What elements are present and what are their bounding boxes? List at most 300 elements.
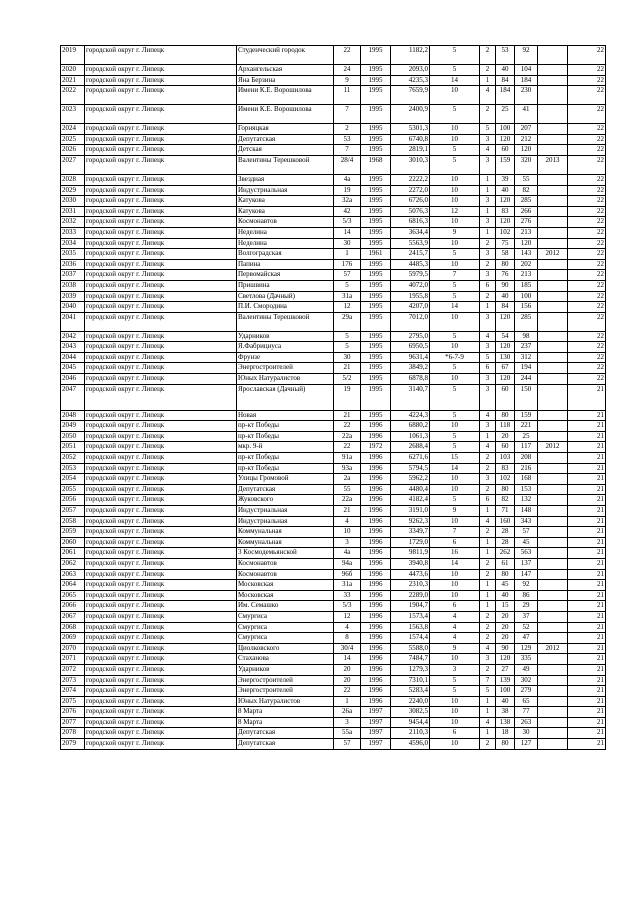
cell-apartments: 120 bbox=[496, 196, 515, 207]
cell-floors: 5 bbox=[430, 65, 480, 76]
cell-renovation-year bbox=[538, 86, 568, 105]
cell-row-number: 2048 bbox=[61, 410, 85, 421]
cell-floors: 10 bbox=[430, 185, 480, 196]
cell-residents: 143 bbox=[515, 249, 538, 260]
cell-priority: 22 bbox=[568, 217, 606, 228]
cell-street: Улицы Громовой bbox=[237, 474, 334, 485]
cell-floors: 10 bbox=[430, 86, 480, 105]
cell-year-built: 1997 bbox=[361, 707, 391, 718]
cell-renovation-year bbox=[538, 342, 568, 353]
cell-street: мкр. 9-й bbox=[237, 442, 334, 453]
cell-street: Архангельская bbox=[237, 65, 334, 76]
cell-row-number: 2054 bbox=[61, 474, 85, 485]
cell-house-number: 5/2 bbox=[334, 374, 361, 385]
cell-priority: 22 bbox=[568, 206, 606, 217]
cell-apartments: 83 bbox=[496, 463, 515, 474]
cell-street: 8 Марта bbox=[237, 707, 334, 718]
cell-row-number: 2077 bbox=[61, 717, 85, 728]
cell-row-number: 2036 bbox=[61, 259, 85, 270]
cell-year-built: 1996 bbox=[361, 506, 391, 517]
cell-priority: 22 bbox=[568, 227, 606, 238]
cell-row-number: 2056 bbox=[61, 495, 85, 506]
cell-street: Энергостроителей bbox=[237, 686, 334, 697]
cell-street: Индустриальная bbox=[237, 516, 334, 527]
cell-area: 6878,8 bbox=[391, 374, 430, 385]
cell-entrances: 3 bbox=[480, 270, 496, 281]
cell-apartments: 100 bbox=[496, 686, 515, 697]
table-row bbox=[61, 280, 606, 291]
cell-area: 2240,0 bbox=[391, 696, 430, 707]
cell-renovation-year bbox=[538, 622, 568, 633]
cell-floors: 9 bbox=[430, 643, 480, 654]
cell-house-number: 21 bbox=[334, 363, 361, 374]
cell-year-built: 1996 bbox=[361, 580, 391, 591]
cell-entrances: 4 bbox=[480, 410, 496, 421]
cell-floors: 5 bbox=[430, 46, 480, 65]
table-row bbox=[61, 196, 606, 207]
table-row bbox=[61, 484, 606, 495]
table-row bbox=[61, 453, 606, 464]
table-row bbox=[61, 352, 606, 363]
cell-renovation-year bbox=[538, 363, 568, 374]
cell-entrances: 1 bbox=[480, 590, 496, 601]
cell-row-number: 2064 bbox=[61, 580, 85, 591]
cell-area: 4235,3 bbox=[391, 75, 430, 86]
cell-row-number: 2075 bbox=[61, 696, 85, 707]
cell-house-number: 19 bbox=[334, 185, 361, 196]
cell-house-number: 4 bbox=[334, 516, 361, 527]
cell-priority: 21 bbox=[568, 506, 606, 517]
cell-municipality: городской округ г. Липецк bbox=[85, 312, 237, 331]
cell-year-built: 1995 bbox=[361, 410, 391, 421]
cell-municipality: городской округ г. Липецк bbox=[85, 463, 237, 474]
cell-row-number: 2037 bbox=[61, 270, 85, 281]
cell-municipality: городской округ г. Липецк bbox=[85, 453, 237, 464]
cell-apartments: 75 bbox=[496, 238, 515, 249]
cell-area: 7310,1 bbox=[391, 675, 430, 686]
cell-street: Смургиса bbox=[237, 622, 334, 633]
table-row bbox=[61, 580, 606, 591]
cell-street: Имени К.Е. Ворошилова bbox=[237, 86, 334, 105]
cell-municipality: городской округ г. Липецк bbox=[85, 739, 237, 750]
cell-year-built: 1995 bbox=[361, 312, 391, 331]
cell-municipality: городской округ г. Липецк bbox=[85, 611, 237, 622]
cell-renovation-year bbox=[538, 484, 568, 495]
cell-row-number: 2039 bbox=[61, 291, 85, 302]
cell-priority: 22 bbox=[568, 46, 606, 65]
cell-year-built: 1996 bbox=[361, 431, 391, 442]
cell-year-built: 1995 bbox=[361, 259, 391, 270]
cell-renovation-year bbox=[538, 537, 568, 548]
cell-residents: 148 bbox=[515, 506, 538, 517]
cell-row-number: 2026 bbox=[61, 145, 85, 156]
cell-apartments: 90 bbox=[496, 643, 515, 654]
table-row bbox=[61, 558, 606, 569]
cell-apartments: 25 bbox=[496, 105, 515, 124]
cell-priority: 21 bbox=[568, 633, 606, 644]
cell-apartments: 53 bbox=[496, 46, 515, 65]
cell-renovation-year bbox=[538, 548, 568, 559]
cell-row-number: 2043 bbox=[61, 342, 85, 353]
table-row bbox=[61, 342, 606, 353]
cell-residents: 120 bbox=[515, 145, 538, 156]
table-row bbox=[61, 739, 606, 750]
cell-renovation-year bbox=[538, 174, 568, 185]
cell-year-built: 1995 bbox=[361, 174, 391, 185]
cell-municipality: городской округ г. Липецк bbox=[85, 728, 237, 739]
cell-municipality: городской округ г. Липецк bbox=[85, 601, 237, 612]
cell-street: Неделина bbox=[237, 227, 334, 238]
cell-entrances: 3 bbox=[480, 312, 496, 331]
table-row bbox=[61, 421, 606, 432]
cell-row-number: 2029 bbox=[61, 185, 85, 196]
table-row bbox=[61, 548, 606, 559]
cell-renovation-year bbox=[538, 601, 568, 612]
cell-entrances: 2 bbox=[480, 105, 496, 124]
cell-priority: 21 bbox=[568, 384, 606, 410]
cell-entrances: 3 bbox=[480, 249, 496, 260]
cell-house-number: 4а bbox=[334, 548, 361, 559]
cell-municipality: городской округ г. Липецк bbox=[85, 185, 237, 196]
cell-municipality: городской округ г. Липецк bbox=[85, 707, 237, 718]
cell-renovation-year bbox=[538, 611, 568, 622]
cell-apartments: 262 bbox=[496, 548, 515, 559]
cell-house-number: 4а bbox=[334, 174, 361, 185]
cell-row-number: 2049 bbox=[61, 421, 85, 432]
cell-renovation-year bbox=[538, 580, 568, 591]
cell-year-built: 1996 bbox=[361, 453, 391, 464]
cell-house-number: 7 bbox=[334, 145, 361, 156]
cell-row-number: 2071 bbox=[61, 654, 85, 665]
cell-renovation-year bbox=[538, 124, 568, 135]
cell-entrances: 1 bbox=[480, 707, 496, 718]
cell-renovation-year bbox=[538, 717, 568, 728]
table-row bbox=[61, 86, 606, 105]
cell-area: 2819,1 bbox=[391, 145, 430, 156]
cell-residents: 207 bbox=[515, 124, 538, 135]
cell-residents: 335 bbox=[515, 654, 538, 665]
cell-renovation-year bbox=[538, 145, 568, 156]
cell-street: Индустриальная bbox=[237, 506, 334, 517]
cell-street: Яна Берзина bbox=[237, 75, 334, 86]
cell-municipality: городской округ г. Липецк bbox=[85, 675, 237, 686]
cell-municipality: городской округ г. Липецк bbox=[85, 124, 237, 135]
cell-priority: 21 bbox=[568, 696, 606, 707]
cell-floors: 10 bbox=[430, 569, 480, 580]
cell-street: Светлова (Дачный) bbox=[237, 291, 334, 302]
cell-residents: 320 bbox=[515, 155, 538, 174]
cell-floors: 7 bbox=[430, 527, 480, 538]
cell-floors: 5 bbox=[430, 442, 480, 453]
cell-row-number: 2024 bbox=[61, 124, 85, 135]
cell-renovation-year bbox=[538, 185, 568, 196]
cell-municipality: городской округ г. Липецк bbox=[85, 442, 237, 453]
cell-year-built: 1996 bbox=[361, 675, 391, 686]
cell-street: Космонавтов bbox=[237, 558, 334, 569]
cell-residents: 302 bbox=[515, 675, 538, 686]
cell-renovation-year bbox=[538, 453, 568, 464]
cell-row-number: 2068 bbox=[61, 622, 85, 633]
cell-house-number: 33 bbox=[334, 590, 361, 601]
cell-row-number: 2057 bbox=[61, 506, 85, 517]
cell-row-number: 2028 bbox=[61, 174, 85, 185]
cell-year-built: 1996 bbox=[361, 474, 391, 485]
cell-floors: 10 bbox=[430, 590, 480, 601]
cell-year-built: 1996 bbox=[361, 633, 391, 644]
table-row bbox=[61, 217, 606, 228]
cell-floors: 10 bbox=[430, 374, 480, 385]
cell-municipality: городской округ г. Липецк bbox=[85, 537, 237, 548]
cell-area: 1904,7 bbox=[391, 601, 430, 612]
cell-renovation-year bbox=[538, 259, 568, 270]
cell-row-number: 2069 bbox=[61, 633, 85, 644]
cell-street: Юных Натуралистов bbox=[237, 374, 334, 385]
cell-apartments: 60 bbox=[496, 384, 515, 410]
cell-municipality: городской округ г. Липецк bbox=[85, 484, 237, 495]
cell-renovation-year bbox=[538, 302, 568, 313]
housing-registry-table bbox=[60, 45, 606, 750]
cell-year-built: 1968 bbox=[361, 155, 391, 174]
cell-entrances: 6 bbox=[480, 495, 496, 506]
cell-floors: 10 bbox=[430, 580, 480, 591]
cell-house-number: 96б bbox=[334, 569, 361, 580]
table-row bbox=[61, 622, 606, 633]
cell-apartments: 61 bbox=[496, 558, 515, 569]
cell-entrances: 1 bbox=[480, 206, 496, 217]
cell-residents: 153 bbox=[515, 484, 538, 495]
table-row bbox=[61, 65, 606, 76]
cell-house-number: 30 bbox=[334, 238, 361, 249]
cell-street: Им. Семашко bbox=[237, 601, 334, 612]
table-row bbox=[61, 134, 606, 145]
cell-floors: 5 bbox=[430, 145, 480, 156]
cell-year-built: 1996 bbox=[361, 664, 391, 675]
cell-street: Валентины Терешковой bbox=[237, 155, 334, 174]
cell-street: Фрунзе bbox=[237, 352, 334, 363]
cell-priority: 21 bbox=[568, 431, 606, 442]
cell-priority: 22 bbox=[568, 185, 606, 196]
cell-entrances: 1 bbox=[480, 431, 496, 442]
cell-priority: 21 bbox=[568, 410, 606, 421]
cell-residents: 221 bbox=[515, 421, 538, 432]
table-row bbox=[61, 124, 606, 135]
cell-house-number: 19 bbox=[334, 384, 361, 410]
cell-priority: 22 bbox=[568, 174, 606, 185]
cell-row-number: 2041 bbox=[61, 312, 85, 331]
cell-street: Депутатская bbox=[237, 728, 334, 739]
cell-priority: 21 bbox=[568, 664, 606, 675]
table-row bbox=[61, 686, 606, 697]
cell-renovation-year bbox=[538, 558, 568, 569]
cell-municipality: городской округ г. Липецк bbox=[85, 227, 237, 238]
cell-renovation-year bbox=[538, 134, 568, 145]
cell-renovation-year bbox=[538, 431, 568, 442]
cell-area: 9811,9 bbox=[391, 548, 430, 559]
cell-house-number: 57 bbox=[334, 739, 361, 750]
cell-street: пр-кт Победы bbox=[237, 431, 334, 442]
cell-floors: 10 bbox=[430, 312, 480, 331]
table-row bbox=[61, 227, 606, 238]
table-row bbox=[61, 643, 606, 654]
cell-municipality: городской округ г. Липецк bbox=[85, 249, 237, 260]
cell-renovation-year bbox=[538, 506, 568, 517]
table-row bbox=[61, 384, 606, 410]
table-row bbox=[61, 664, 606, 675]
cell-house-number: 55 bbox=[334, 484, 361, 495]
cell-priority: 22 bbox=[568, 352, 606, 363]
cell-area: 5301,3 bbox=[391, 124, 430, 135]
cell-year-built: 1995 bbox=[361, 384, 391, 410]
cell-street: 3 Космодемьянской bbox=[237, 548, 334, 559]
cell-municipality: городской округ г. Липецк bbox=[85, 65, 237, 76]
cell-year-built: 1996 bbox=[361, 421, 391, 432]
cell-area: 9631,4 bbox=[391, 352, 430, 363]
cell-floors: 5 bbox=[430, 495, 480, 506]
cell-residents: 285 bbox=[515, 196, 538, 207]
cell-floors: 10 bbox=[430, 717, 480, 728]
table-row bbox=[61, 312, 606, 331]
cell-area: 3191,0 bbox=[391, 506, 430, 517]
cell-entrances: 1 bbox=[480, 302, 496, 313]
cell-apartments: 84 bbox=[496, 302, 515, 313]
cell-house-number: 55а bbox=[334, 728, 361, 739]
table-row bbox=[61, 46, 606, 65]
cell-renovation-year bbox=[538, 590, 568, 601]
table-row bbox=[61, 717, 606, 728]
cell-municipality: городской округ г. Липецк bbox=[85, 664, 237, 675]
cell-house-number: 24 bbox=[334, 65, 361, 76]
cell-renovation-year bbox=[538, 633, 568, 644]
cell-residents: 65 bbox=[515, 696, 538, 707]
cell-street: Стаханова bbox=[237, 654, 334, 665]
cell-year-built: 1996 bbox=[361, 463, 391, 474]
cell-entrances: 4 bbox=[480, 86, 496, 105]
cell-floors: 5 bbox=[430, 363, 480, 374]
cell-residents: 132 bbox=[515, 495, 538, 506]
cell-row-number: 2065 bbox=[61, 590, 85, 601]
cell-priority: 21 bbox=[568, 548, 606, 559]
cell-house-number: 176 bbox=[334, 259, 361, 270]
cell-apartments: 28 bbox=[496, 527, 515, 538]
cell-entrances: 3 bbox=[480, 384, 496, 410]
cell-area: 1182,2 bbox=[391, 46, 430, 65]
cell-house-number: 30/4 bbox=[334, 643, 361, 654]
cell-priority: 21 bbox=[568, 686, 606, 697]
cell-floors: 5 bbox=[430, 384, 480, 410]
cell-municipality: городской округ г. Липецк bbox=[85, 516, 237, 527]
cell-row-number: 2052 bbox=[61, 453, 85, 464]
cell-priority: 22 bbox=[568, 342, 606, 353]
cell-apartments: 120 bbox=[496, 342, 515, 353]
cell-street: Новая bbox=[237, 410, 334, 421]
cell-house-number: 7 bbox=[334, 105, 361, 124]
cell-apartments: 40 bbox=[496, 291, 515, 302]
table-row bbox=[61, 601, 606, 612]
cell-residents: 129 bbox=[515, 643, 538, 654]
cell-year-built: 1996 bbox=[361, 622, 391, 633]
cell-entrances: 2 bbox=[480, 46, 496, 65]
cell-renovation-year bbox=[538, 421, 568, 432]
cell-residents: 55 bbox=[515, 174, 538, 185]
cell-house-number: 1 bbox=[334, 249, 361, 260]
cell-year-built: 1995 bbox=[361, 374, 391, 385]
cell-renovation-year bbox=[538, 227, 568, 238]
cell-entrances: 1 bbox=[480, 174, 496, 185]
cell-area: 5588,0 bbox=[391, 643, 430, 654]
cell-priority: 21 bbox=[568, 527, 606, 538]
cell-row-number: 2063 bbox=[61, 569, 85, 580]
cell-street: Я.Фабрициуса bbox=[237, 342, 334, 353]
cell-area: 1563,8 bbox=[391, 622, 430, 633]
cell-area: 2400,9 bbox=[391, 105, 430, 124]
table-row bbox=[61, 696, 606, 707]
cell-municipality: городской округ г. Липецк bbox=[85, 548, 237, 559]
cell-floors: 6 bbox=[430, 537, 480, 548]
cell-floors: 10 bbox=[430, 134, 480, 145]
cell-house-number: 8 bbox=[334, 633, 361, 644]
cell-house-number: 21 bbox=[334, 410, 361, 421]
table-row bbox=[61, 527, 606, 538]
cell-residents: 279 bbox=[515, 686, 538, 697]
cell-street: Энергостроителей bbox=[237, 363, 334, 374]
cell-residents: 117 bbox=[515, 442, 538, 453]
cell-priority: 22 bbox=[568, 291, 606, 302]
cell-year-built: 1995 bbox=[361, 302, 391, 313]
cell-row-number: 2022 bbox=[61, 86, 85, 105]
cell-area: 4224,3 bbox=[391, 410, 430, 421]
cell-house-number: 91а bbox=[334, 453, 361, 464]
cell-entrances: 4 bbox=[480, 717, 496, 728]
cell-residents: 185 bbox=[515, 280, 538, 291]
cell-residents: 263 bbox=[515, 717, 538, 728]
cell-floors: 10 bbox=[430, 174, 480, 185]
cell-street: пр-кт Победы bbox=[237, 463, 334, 474]
cell-house-number: 2 bbox=[334, 124, 361, 135]
cell-floors: 10 bbox=[430, 739, 480, 750]
cell-apartments: 71 bbox=[496, 506, 515, 517]
cell-area: 4072,0 bbox=[391, 280, 430, 291]
cell-floors: 10 bbox=[430, 217, 480, 228]
cell-street: Первомайская bbox=[237, 270, 334, 281]
cell-street: Катукова bbox=[237, 206, 334, 217]
cell-priority: 22 bbox=[568, 374, 606, 385]
cell-renovation-year: 2012 bbox=[538, 643, 568, 654]
cell-floors: 10 bbox=[430, 196, 480, 207]
cell-apartments: 40 bbox=[496, 185, 515, 196]
cell-house-number: 4 bbox=[334, 622, 361, 633]
cell-area: 4596,0 bbox=[391, 739, 430, 750]
cell-entrances: 4 bbox=[480, 331, 496, 342]
cell-priority: 21 bbox=[568, 516, 606, 527]
cell-year-built: 1996 bbox=[361, 569, 391, 580]
cell-row-number: 2035 bbox=[61, 249, 85, 260]
cell-row-number: 2038 bbox=[61, 280, 85, 291]
cell-area: 6880,2 bbox=[391, 421, 430, 432]
cell-priority: 21 bbox=[568, 707, 606, 718]
cell-entrances: 1 bbox=[480, 601, 496, 612]
cell-renovation-year bbox=[538, 686, 568, 697]
cell-house-number: 10 bbox=[334, 527, 361, 538]
cell-entrances: 3 bbox=[480, 155, 496, 174]
cell-area: 5563,9 bbox=[391, 238, 430, 249]
cell-street: Студенческий городок bbox=[237, 46, 334, 65]
cell-municipality: городской округ г. Липецк bbox=[85, 622, 237, 633]
cell-floors: 5 bbox=[430, 155, 480, 174]
cell-entrances: 4 bbox=[480, 516, 496, 527]
cell-floors: 10 bbox=[430, 696, 480, 707]
cell-apartments: 27 bbox=[496, 664, 515, 675]
cell-renovation-year bbox=[538, 410, 568, 421]
